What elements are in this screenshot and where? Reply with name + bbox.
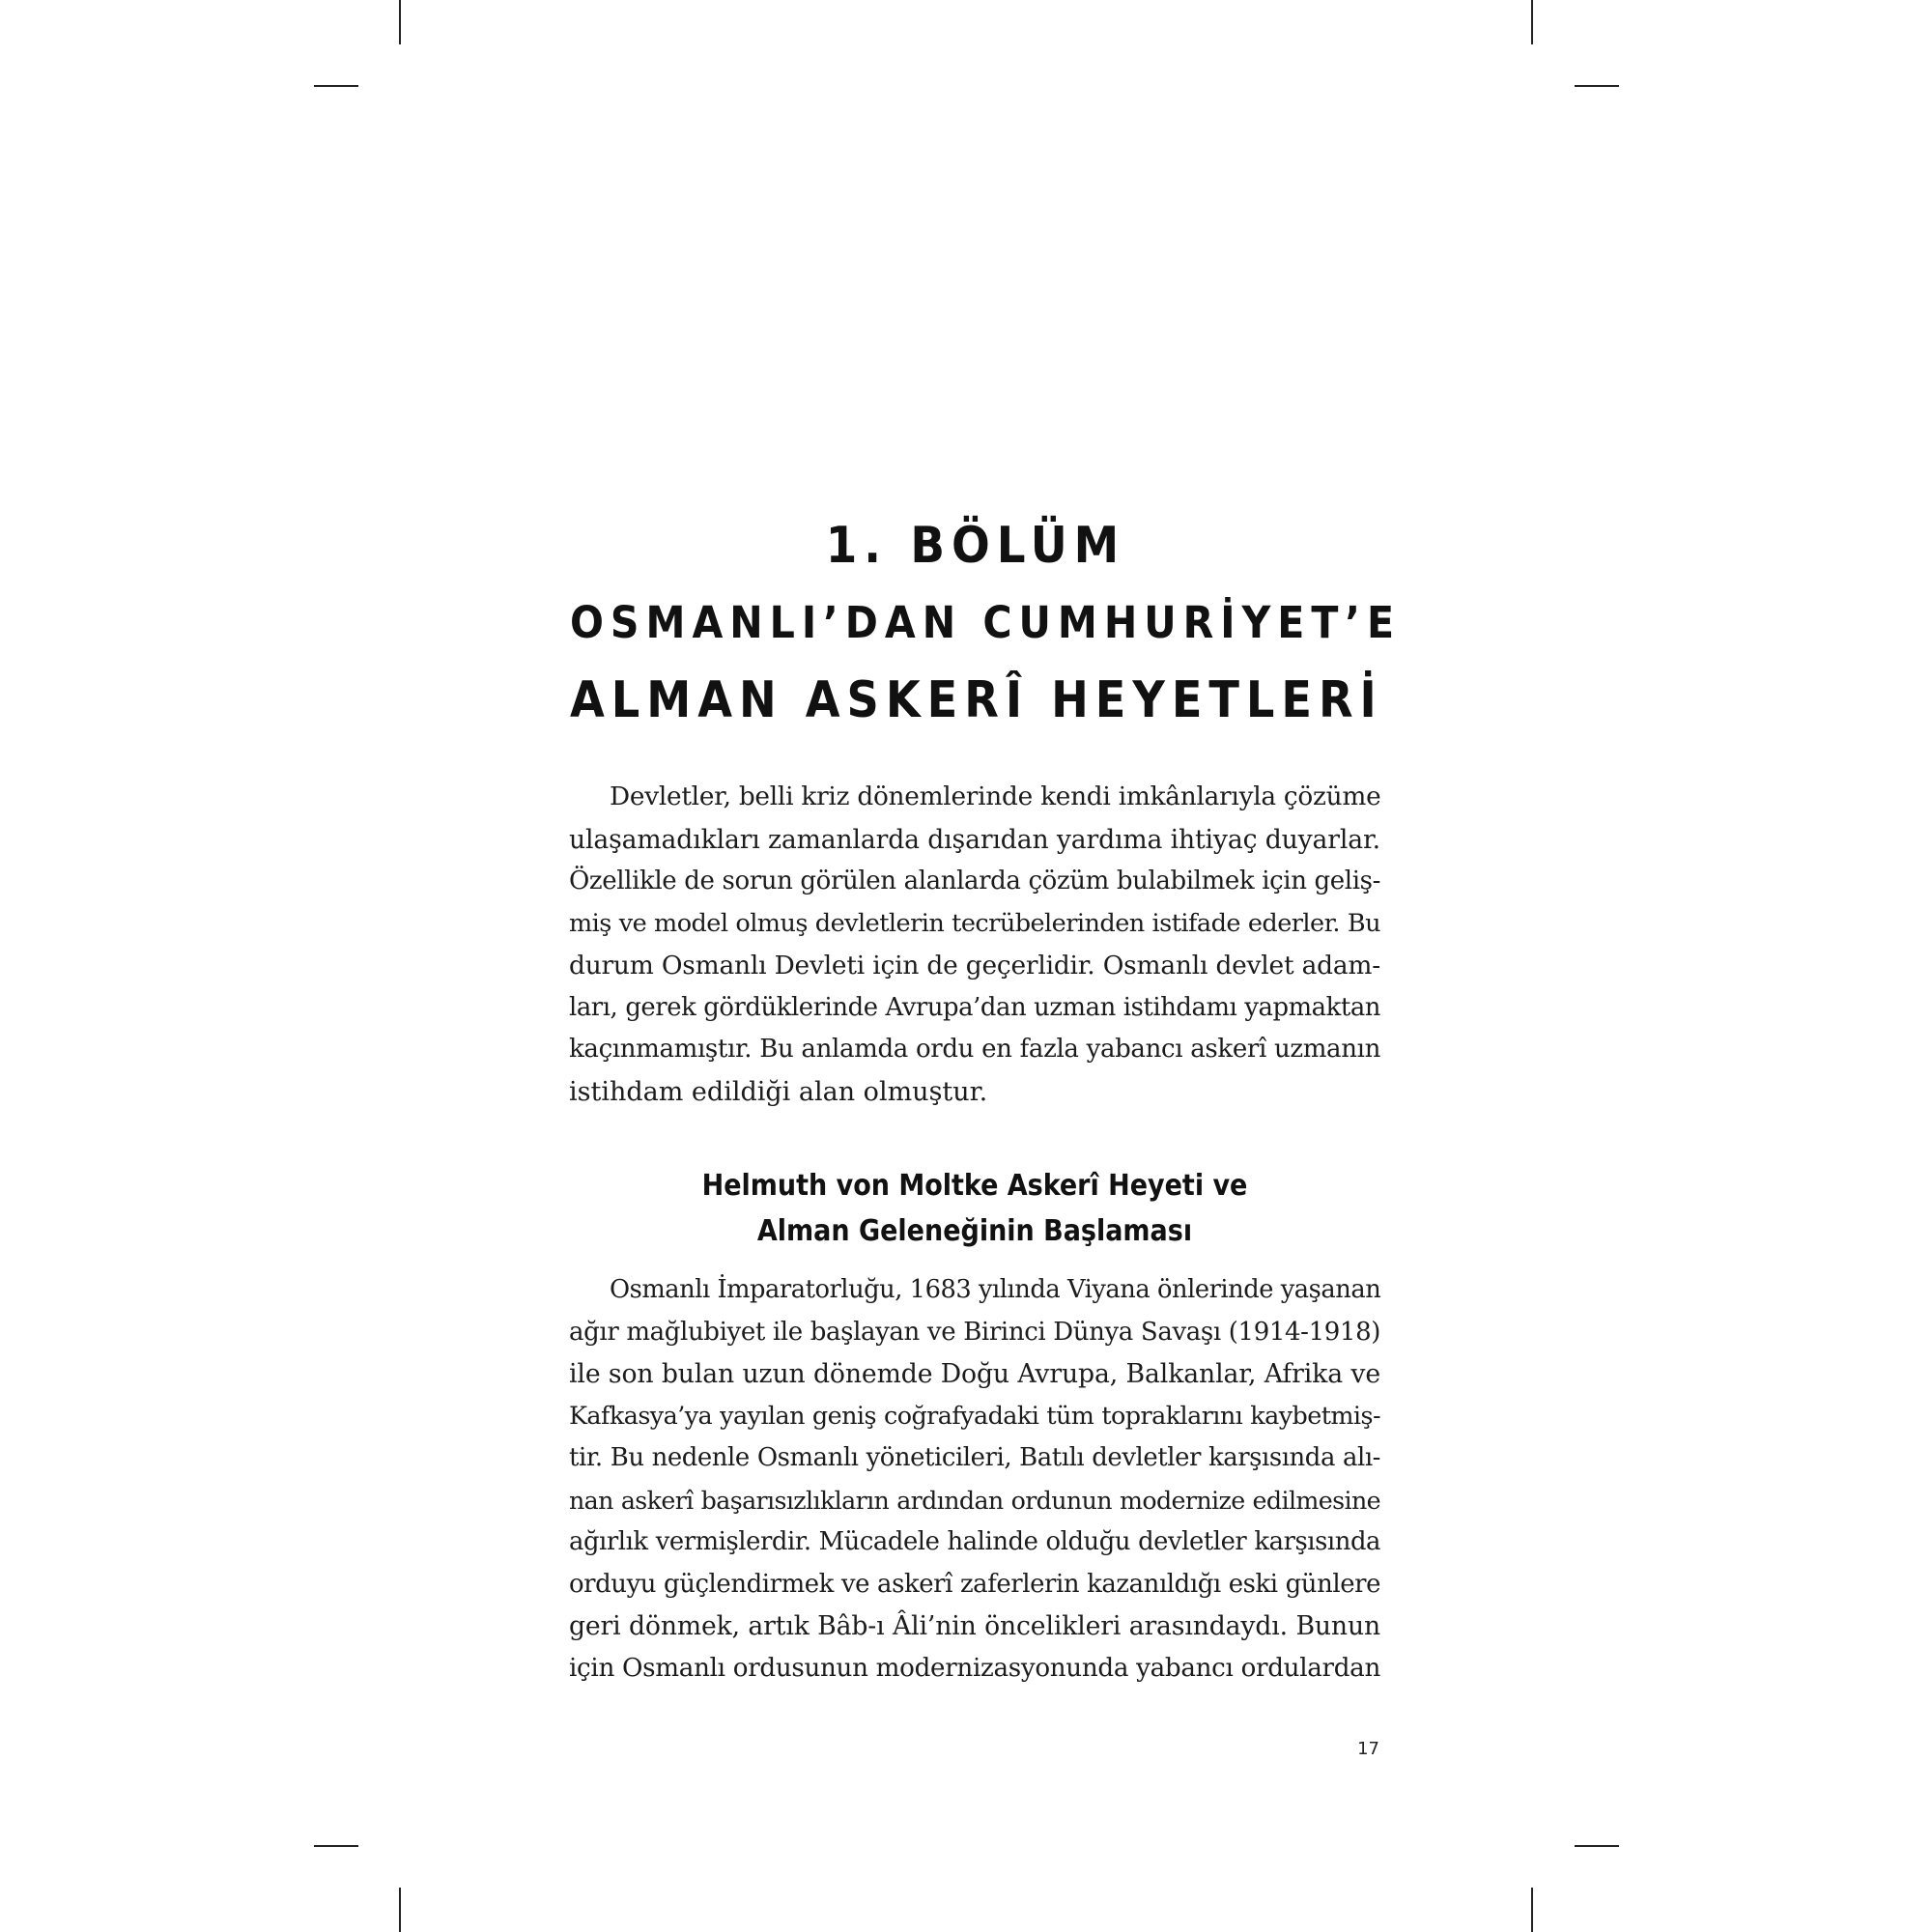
text-line: miş ve model olmuş devletlerin tecrübelerinden istifade ederler. Bu	[569, 908, 1380, 938]
section-paragraph	[569, 1269, 1380, 1690]
crop-mark-bottom-left-vertical	[399, 1888, 401, 1932]
crop-mark-bottom-right-horizontal	[1575, 1845, 1619, 1847]
page-number: 17	[1357, 1739, 1379, 1759]
crop-mark-bottom-right-vertical	[1531, 1888, 1533, 1932]
text-line: Özellikle de sorun görülen alanlarda çözüm bulabilmek için geliş-	[569, 867, 1380, 895]
crop-mark-top-left-vertical	[399, 0, 401, 44]
text-line: kaçınmamıştır. Bu anlamda ordu en fazla yabancı askerî uzmanın	[569, 1035, 1380, 1064]
crop-mark-top-right-horizontal	[1575, 85, 1619, 87]
text-line: tir. Bu nedenle Osmanlı yöneticileri, Batılı devletler karşısında alı-	[569, 1443, 1380, 1472]
text-line: ile son bulan uzun dönemde Doğu Avrupa, Balkanlar, Afrika ve	[569, 1359, 1380, 1389]
crop-mark-bottom-left-horizontal	[314, 1845, 358, 1847]
text-line: orduyu güçlendirmek ve askerî zaferlerin kazanıldığı eski günlere	[569, 1569, 1380, 1599]
chapter-title-line-2: ALMAN ASKERÎ HEYETLERİ	[570, 671, 1383, 729]
crop-mark-top-left-horizontal	[314, 85, 358, 87]
text-line: durum Osmanlı Devleti için de geçerlidir. Osmanlı devlet adam-	[569, 951, 1380, 980]
text-line: Devletler, belli kriz dönemlerinde kendi imkânlarıyla çözüme	[610, 782, 1381, 811]
text-line: için Osmanlı ordusunun modernizasyonunda yabancı ordulardan	[569, 1653, 1380, 1683]
section-title-line-1: Helmuth von Moltke Askerî Heyeti ve	[701, 1169, 1248, 1203]
text-line: ulaşamadıkları zamanlarda dışarıdan yardıma ihtiyaç duyarlar.	[569, 824, 1380, 855]
section-title-line-2: Alman Geleneğinin Başlaması	[756, 1214, 1193, 1248]
text-line: istihdam edildiği alan olmuştur.	[569, 1076, 988, 1107]
text-line: geri dönmek, artık Bâb-ı Âli’nin öncelikleri arasındaydı. Bunun	[569, 1611, 1380, 1641]
chapter-number: 1. BÖLÜM	[825, 517, 1126, 575]
text-line: Kafkasya’ya yayılan geniş coğrafyadaki tüm topraklarını kaybetmiş-	[569, 1401, 1380, 1431]
text-line: ağır mağlubiyet ile başlayan ve Birinci Dünya Savaşı (1914-1918)	[569, 1317, 1380, 1347]
text-line: Osmanlı İmparatorluğu, 1683 yılında Viyana önlerinde yaşanan	[610, 1275, 1381, 1304]
text-line: ağırlık vermişlerdir. Mücadele halinde olduğu devletler karşısında	[569, 1527, 1380, 1556]
chapter-title-line-1: OSMANLI’DAN CUMHURİYET’E	[570, 597, 1402, 648]
chapter-title	[570, 507, 1402, 739]
text-line: nan askerî başarısızlıkların ardından ordunun modernize edilmesine	[569, 1486, 1380, 1515]
crop-mark-top-right-vertical	[1531, 0, 1533, 44]
text-line: ları, gerek gördüklerinde Avrupa’dan uzman istihdamı yapmaktan	[569, 992, 1380, 1022]
section-title	[569, 1163, 1380, 1254]
intro-paragraph	[569, 777, 1380, 1113]
